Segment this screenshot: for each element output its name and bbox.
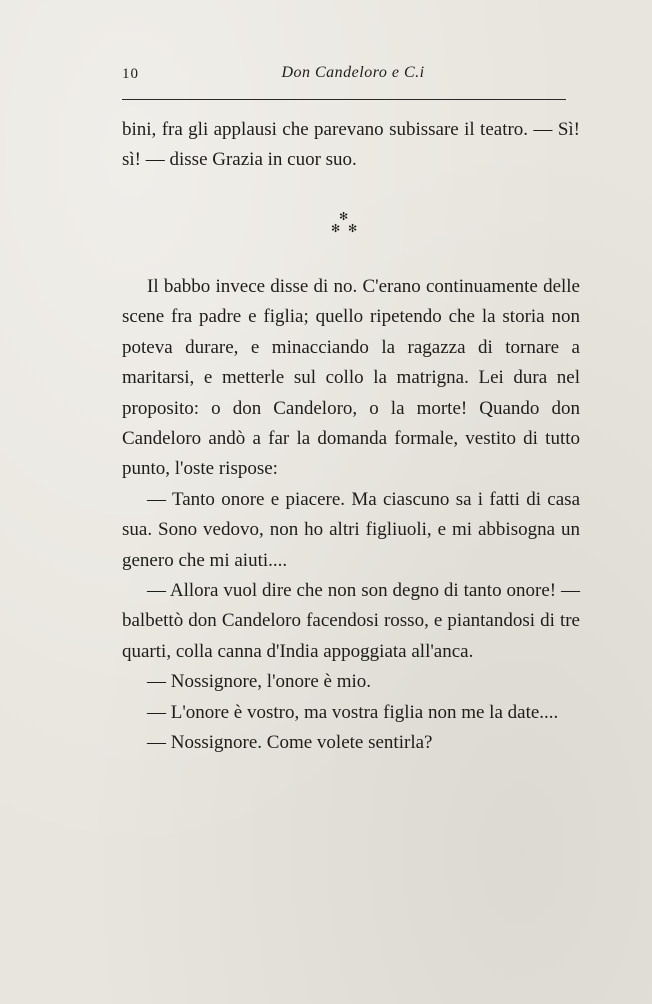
asterism-star-icon: ✻ [348, 223, 358, 235]
dialogue-line: — Nossignore. Come volete sentirla? [147, 732, 433, 754]
body-text [122, 272, 580, 759]
paragraph: Il babbo invece disse di no. C'erano continuamente delle scene fra padre e figlia; quello ripetendo che la storia non poteva durare, e minacciando la ragazza di tornare a maritarsi, e metterle sul collo la matrigna. Lei dura nel proposito: o don Candeloro, o la morte! Quando don Candeloro andò a far la domanda formale, vestito di tutto punto, l'oste rispose: [122, 276, 580, 480]
dialogue-line: — Nossignore, l'onore è mio. [147, 671, 372, 693]
dialogue-line: — Tanto onore e piacere. Ma ciascuno sa i fatti di casa sua. Sono vedovo, non ho altri figliuoli, e mi abbisogna un genero che mi aiuti.... [122, 488, 580, 571]
dialogue-line: — L'onore è vostro, ma vostra figlia non me la date.... [147, 701, 559, 723]
asterism-ornament [326, 208, 362, 238]
running-title: Don Candeloro e C.i [281, 64, 425, 81]
asterism-star-icon: ✻ [331, 223, 341, 235]
opening-paragraph: bini, fra gli applausi che parevano subissare il teatro. — Sì! sì! — disse Grazia in cuor suo. [122, 119, 580, 171]
page-number: 10 [122, 66, 139, 82]
dialogue-line: — Allora vuol dire che non son degno di tanto onore! — balbettò don Candeloro facendosi rosso, e piantandosi di tre quarti, colla canna d'India appoggiata all'anca. [122, 580, 580, 662]
asterism-star-icon: ✻ [339, 211, 349, 223]
page-header [120, 60, 566, 90]
header-rule [122, 99, 566, 100]
opening-text [122, 115, 580, 176]
